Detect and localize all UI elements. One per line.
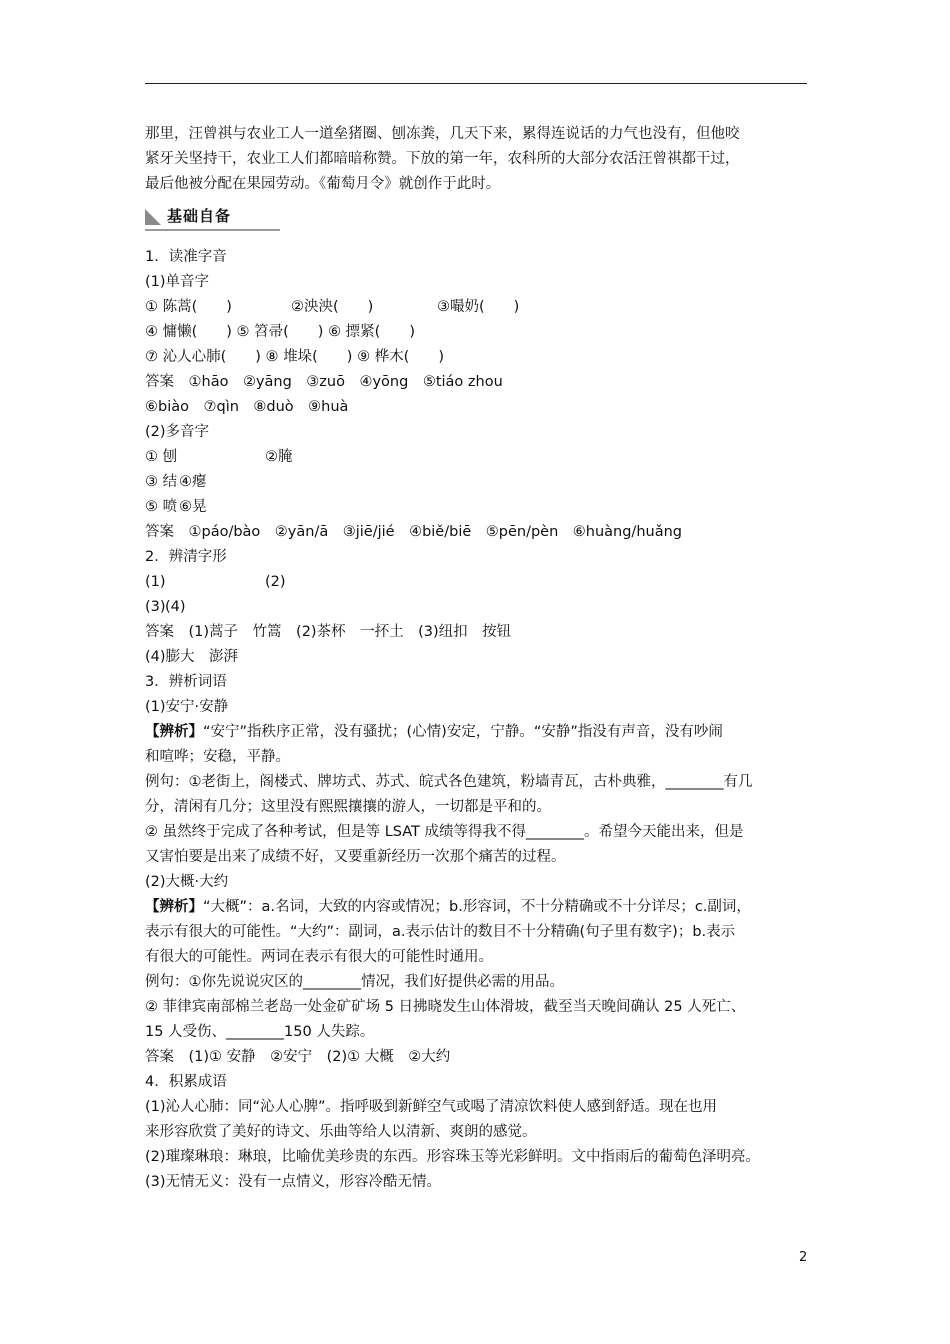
analysis-text: “大概”：a.名词，大致的内容或情况；b.形容词，不十分精确或不十分详尽；c.副词， bbox=[203, 899, 751, 915]
q2-answer-cont: (4)膨大 澎湃 bbox=[145, 649, 239, 665]
q2-item: (3) bbox=[145, 599, 166, 615]
q4-item-cont: 来形容欣赏了美好的诗文、乐曲等给人以清新、爽朗的感觉。 bbox=[145, 1124, 537, 1140]
intro-line: 那里，汪曾祺与农业工人一道垒猪圈、刨冻粪，几天下来，累得连说话的力气也没有，但他咬 bbox=[145, 126, 740, 142]
q1-item: ⑥ 摽紧( ) bbox=[328, 324, 415, 340]
q1-item: ① 刨 bbox=[145, 449, 178, 465]
q1-item: ⑤ 喷 bbox=[145, 499, 178, 515]
analysis-label: 【辨析】 bbox=[145, 899, 203, 915]
q2-item: (2) bbox=[265, 574, 286, 590]
q1-item: ⑦ 沁人心肺( ) bbox=[145, 349, 261, 365]
q1-multi-row bbox=[145, 445, 810, 470]
document-body bbox=[145, 122, 810, 1195]
q1-sub1: (1)单音字 bbox=[145, 274, 210, 290]
q3-example: ② 菲律宾南部棉兰老岛一处金矿矿场 5 日拂晓发生山体滑坡，截至当天晚间确认 25 人死亡、 bbox=[145, 999, 746, 1015]
answer-text: (1)蒿子 竹篙 (2)茶杯 一抔土 (3)纽扣 按钮 bbox=[188, 624, 512, 640]
q3-analysis-cont: 表示有很大的可能性。“大约”：副词，a.表示估计的数目不十分精确(句子里有数字)；b.表示 bbox=[145, 924, 736, 940]
q1-sub2: (2)多音字 bbox=[145, 424, 210, 440]
header-rule bbox=[145, 83, 807, 84]
q1-item: ②泱泱( ) bbox=[291, 299, 374, 315]
q2-row bbox=[145, 595, 810, 620]
intro-line: 紧牙关坚持干，农业工人们都暗暗称赞。下放的第一年，农科所的大部分农活汪曾祺都干过， bbox=[145, 151, 740, 167]
q1-item: ③ 结 bbox=[145, 474, 178, 490]
q3-example: 15 人受伤、________150 人失踪。 bbox=[145, 1024, 375, 1040]
q1-item: ⑥晃 bbox=[179, 499, 207, 515]
q3-example: 例句：①你先说说灾区的________情况，我们好提供必需的用品。 bbox=[145, 974, 564, 990]
section-heading bbox=[145, 203, 280, 231]
analysis-label: 【辨析】 bbox=[145, 724, 203, 740]
q3-example: ② 虽然终于完成了各种考试，但是等 LSAT 成绩等得我不得________。希望今天能出来，但是 bbox=[145, 824, 744, 840]
q3-example: 又害怕要是出来了成绩不好，又要重新经历一次那个痛苦的过程。 bbox=[145, 849, 566, 865]
q2-answer bbox=[145, 620, 810, 645]
q1-item: ⑤ 笤帚( ) bbox=[236, 324, 324, 340]
q3-sub1: (1)安宁·安静 bbox=[145, 699, 229, 715]
answer-label: 答案 bbox=[145, 624, 174, 640]
q3-example: 分，清闲有几分；这里没有熙熙攘攘的游人，一切都是平和的。 bbox=[145, 799, 551, 815]
q1-item: ④瘪 bbox=[179, 474, 207, 490]
section-title: 基础自备 bbox=[167, 207, 232, 225]
answer-text: (1)① 安静 ②安宁 (2)① 大概 ②大约 bbox=[188, 1049, 451, 1065]
analysis-text: “安宁”指秩序正常，没有骚扰；(心情)安定，宁静。“安静”指没有声音，没有吵闹 bbox=[203, 724, 723, 740]
q2-item: (1) bbox=[145, 574, 166, 590]
q2-row bbox=[145, 570, 810, 595]
q1-item: ③嘬奶( ) bbox=[437, 299, 520, 315]
q2-title: 2．辨清字形 bbox=[145, 549, 227, 565]
q1-multi-row bbox=[145, 470, 810, 495]
q4-item: (2)璀璨琳琅：琳琅，比喻优美珍贵的东西。形容珠玉等光彩鲜明。文中指雨后的葡萄色泽明亮。 bbox=[145, 1149, 761, 1165]
q3-analysis bbox=[145, 895, 810, 920]
answer-label: 答案 bbox=[145, 374, 174, 390]
q3-analysis bbox=[145, 720, 810, 745]
q1-row bbox=[145, 345, 810, 370]
intro-line: 最后他被分配在果园劳动。《葡萄月令》就创作于此时。 bbox=[145, 176, 501, 192]
page-number: 2 bbox=[799, 1250, 808, 1265]
intro-paragraph bbox=[145, 122, 810, 197]
q4-item: (3)无情无义：没有一点情义，形容冷酷无情。 bbox=[145, 1174, 442, 1190]
q1-item: ④ 慵懒( ) bbox=[145, 324, 232, 340]
q2-item: (4) bbox=[165, 599, 186, 615]
answer-label: 答案 bbox=[145, 1049, 174, 1065]
q1-item: ① 陈蒿( ) bbox=[145, 299, 232, 315]
triangle-icon bbox=[145, 209, 161, 225]
q1-item: ⑨ 桦木( ) bbox=[357, 349, 444, 365]
q1-answer-cont: ⑥biào ⑦qìn ⑧duò ⑨huà bbox=[145, 399, 349, 415]
q1-row bbox=[145, 295, 810, 320]
q3-answer bbox=[145, 1045, 810, 1070]
q3-analysis-cont: 有很大的可能性。两词在表示有很大的可能性时通用。 bbox=[145, 949, 493, 965]
q1-item: ②腌 bbox=[265, 449, 293, 465]
q1-answer bbox=[145, 370, 810, 395]
q3-analysis-cont: 和喧哗；安稳，平静。 bbox=[145, 749, 290, 765]
q1-answer-2 bbox=[145, 520, 810, 545]
q1-multi-row bbox=[145, 495, 810, 520]
answer-text: ①hāo ②yāng ③zuō ④yōng ⑤tiáo zhou bbox=[188, 374, 503, 390]
q3-title: 3．辨析词语 bbox=[145, 674, 227, 690]
answer-label: 答案 bbox=[145, 524, 174, 540]
q4-item: (1)沁人心肺：同“沁人心脾”。指呼吸到新鲜空气或喝了清凉饮料使人感到舒适。现在也用 bbox=[145, 1099, 718, 1115]
answer-text: ①páo/bào ②yān/ā ③jiē/jié ④biě/biē ⑤pēn/pèn ⑥huàng/huǎng bbox=[188, 524, 682, 540]
q3-sub2: (2)大概·大约 bbox=[145, 874, 229, 890]
q1-item: ⑧ 堆垛( ) bbox=[265, 349, 353, 365]
q1-title: 1．读准字音 bbox=[145, 249, 227, 265]
q1-row bbox=[145, 320, 810, 345]
q3-example: 例句：①老街上，阁楼式、牌坊式、苏式、皖式各色建筑，粉墙青瓦，古朴典雅，________有几 bbox=[145, 774, 753, 790]
q4-title: 4．积累成语 bbox=[145, 1074, 227, 1090]
section-underline bbox=[145, 229, 280, 231]
